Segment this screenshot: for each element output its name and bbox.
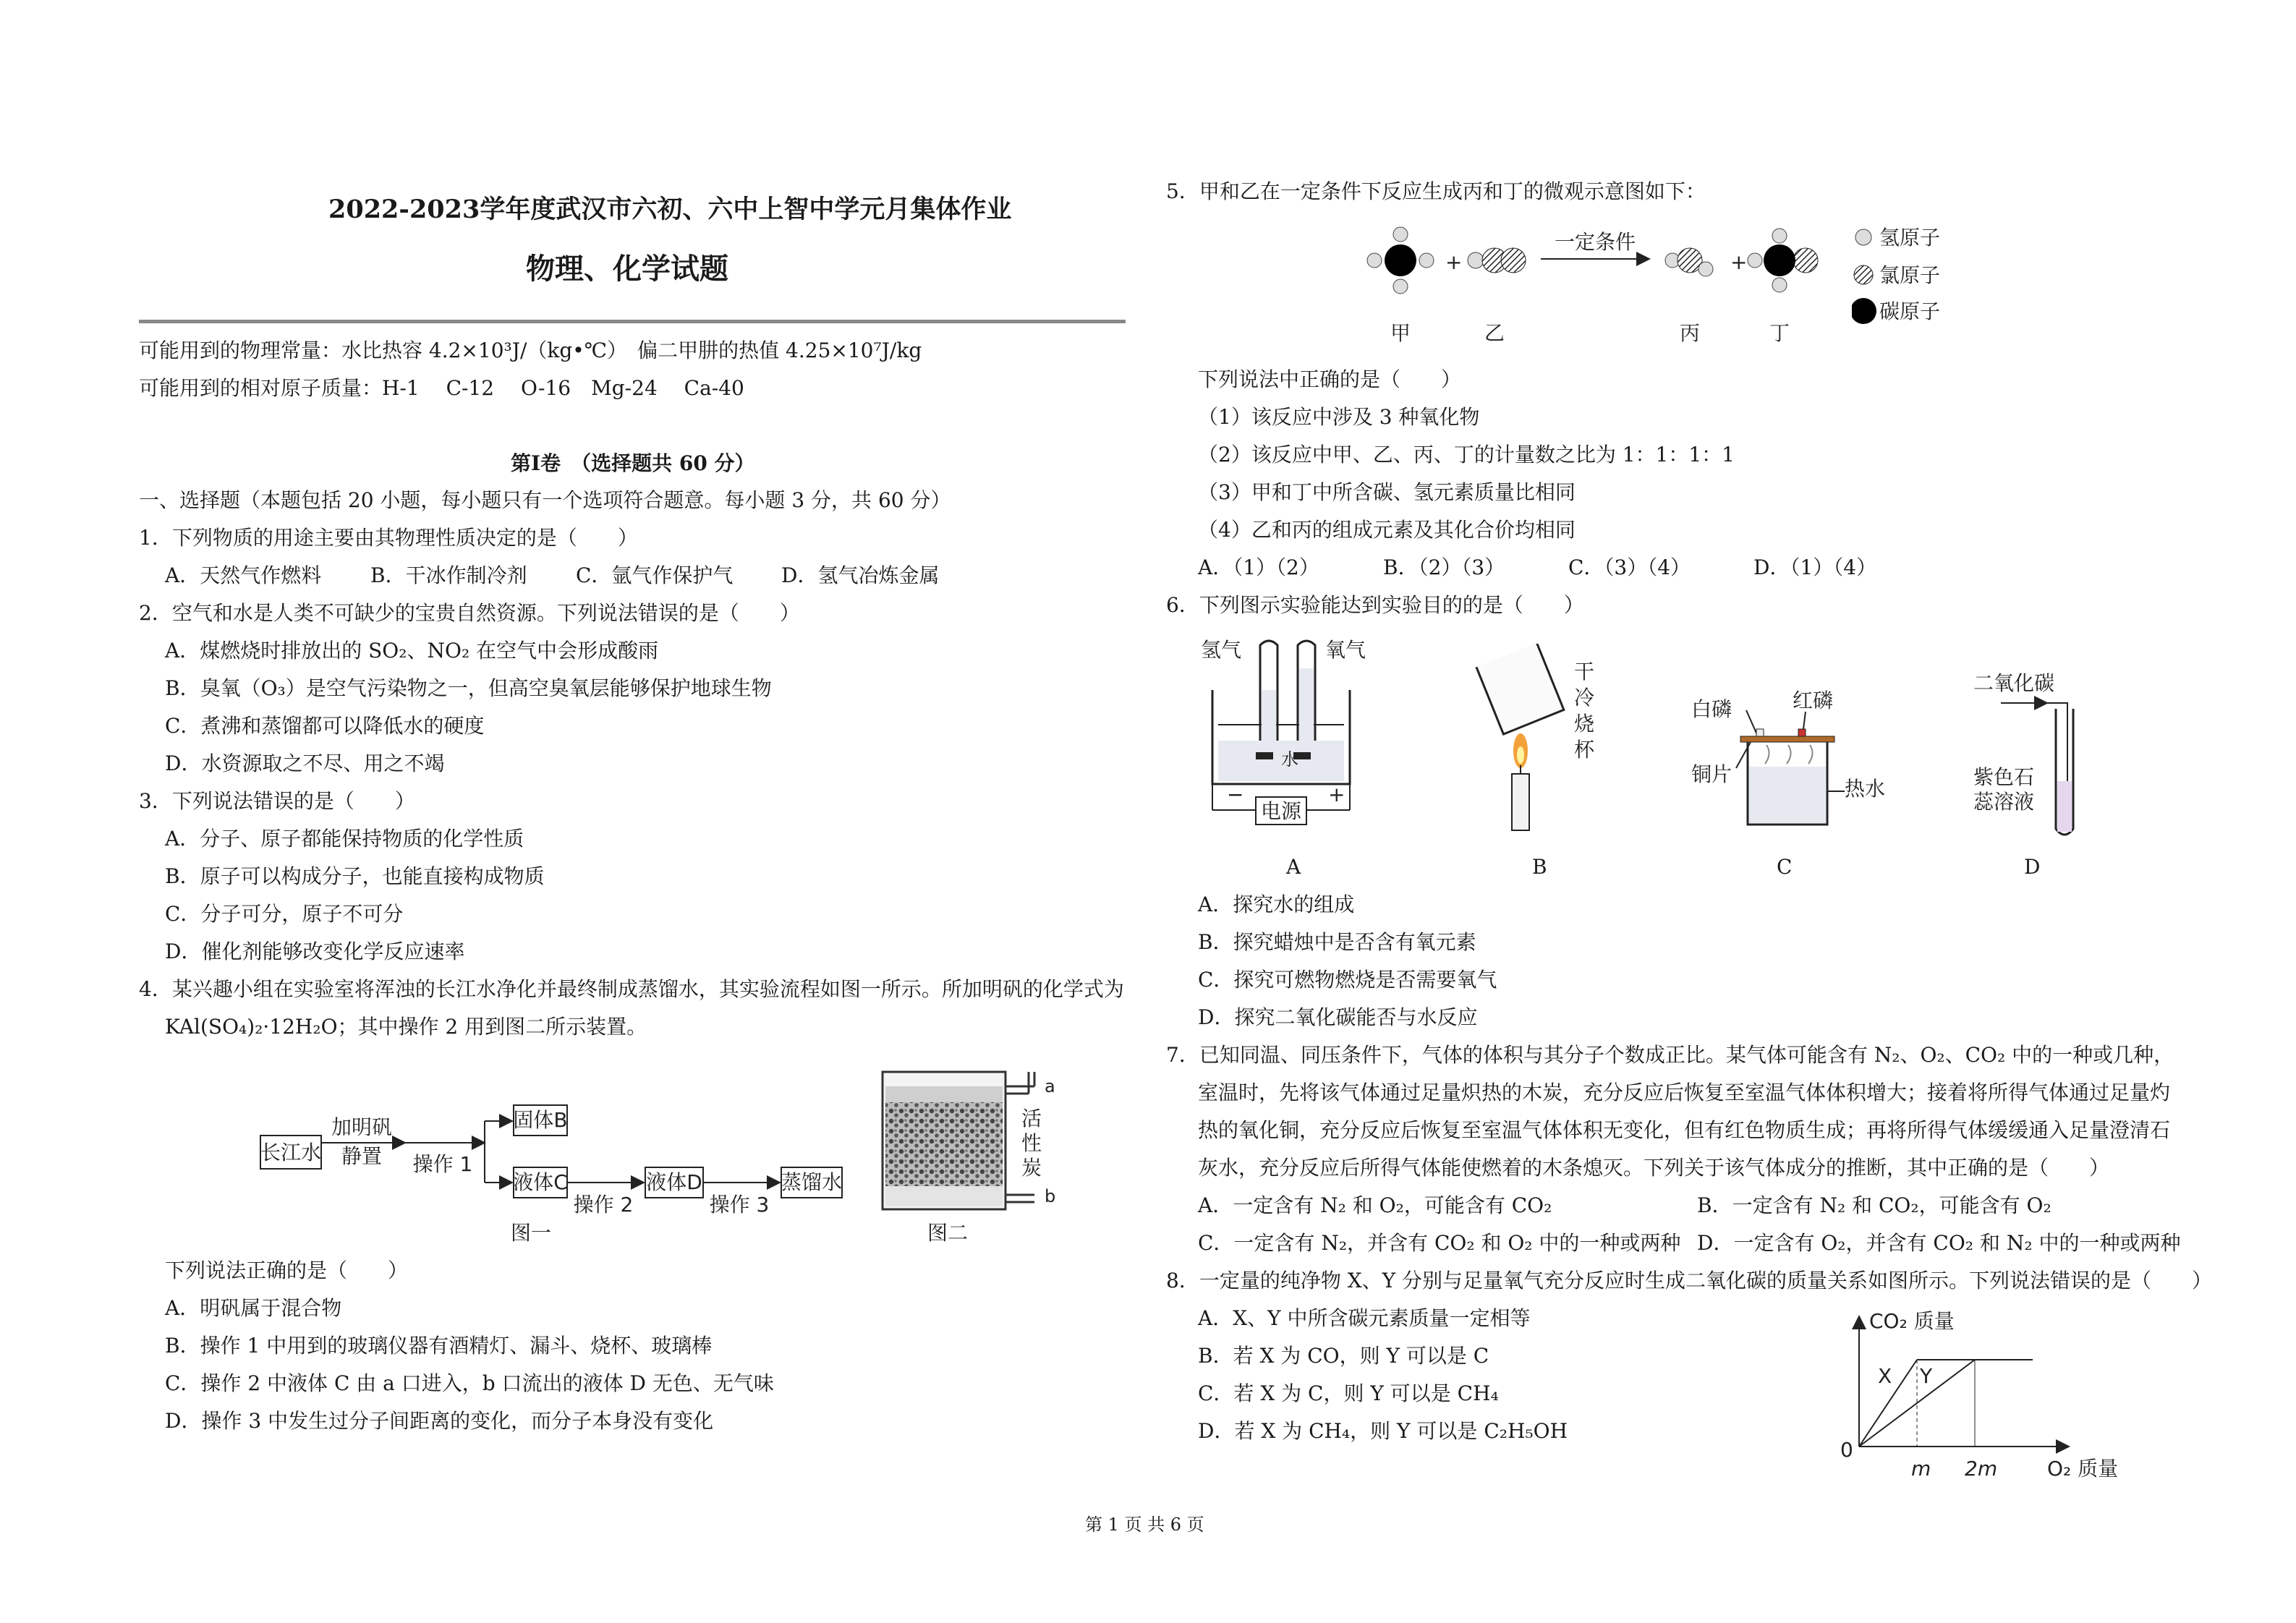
q6-label-c: C — [1777, 855, 1793, 879]
q4-option-a: A．明矾属于混合物 — [165, 1296, 342, 1320]
graph-origin: 0 — [1840, 1438, 1853, 1462]
flow-river-water: 长江水 — [260, 1141, 322, 1164]
label-co2: 二氧化碳 — [1973, 671, 2055, 695]
legend-carbon: 碳原子 — [1879, 299, 1941, 323]
flow-add-alum: 加明矾 — [331, 1115, 393, 1139]
q1-option-a: A．天然气作燃料 — [165, 563, 322, 587]
q7-line3: 热的氧化铜，充分反应后恢复至室温气体体积无变化，但有红色物质生成；再将所得气体缓缓通入足量澄清石 — [1198, 1118, 2171, 1142]
plus-sign-1: + — [1445, 250, 1463, 274]
q5-stem: 5．甲和乙在一定条件下反应生成丙和丁的微观示意图如下： — [1166, 179, 1706, 203]
atomic-masses: 可能用到的相对原子质量：H-1 C-12 O-16 Mg-24 Ca-40 — [139, 376, 744, 400]
filter-inlet-a: a — [1045, 1076, 1055, 1096]
q3-option-c: C．分子可分，原子不可分 — [165, 902, 404, 926]
q8-co2-graph — [1830, 1302, 2119, 1483]
q1-stem: 1．下列物质的用途主要由其物理性质决定的是（ ） — [139, 526, 638, 550]
q2-stem: 2．空气和水是人类不可缺少的宝贵自然资源。下列说法错误的是（ ） — [139, 601, 800, 625]
q5-option-d: D．（1）（4） — [1753, 555, 1877, 579]
q6-option-a: A．探究水的组成 — [1198, 893, 1355, 916]
beaker-char-4: 杯 — [1574, 738, 1595, 762]
q5-statement-1: （1）该反应中涉及 3 种氧化物 — [1198, 405, 1480, 429]
page-number: 第 1 页 共 6 页 — [1085, 1515, 1204, 1535]
q1-option-d: D．氢气冶炼金属 — [781, 563, 940, 587]
q5-option-b: B．（2）（3） — [1383, 555, 1505, 579]
q7-option-b: B．一定含有 N₂ 和 CO₂，可能含有 O₂ — [1697, 1193, 2051, 1217]
label-negative: − — [1227, 783, 1244, 806]
label-white-phosphorus: 白磷 — [1691, 697, 1732, 721]
q2-option-b: B．臭氧（O₃）是空气污染物之一，但高空臭氧层能够保护地球生物 — [165, 676, 772, 700]
flow-operation-1: 操作 1 — [412, 1152, 473, 1176]
label-water: 水 — [1281, 749, 1298, 770]
flow-operation-2: 操作 2 — [573, 1193, 634, 1217]
exam-title: 2022-2023学年度武汉市六初、六中上智中学元月集体作业 — [328, 195, 1012, 224]
q8-option-a: A．X、Y 中所含碳元素质量一定相等 — [1198, 1306, 1531, 1330]
q5-statement-4: （4）乙和丙的组成元素及其化合价均相同 — [1198, 518, 1576, 542]
q6-option-c: C．探究可燃物燃烧是否需要氧气 — [1198, 968, 1497, 992]
label-power-supply: 电源 — [1260, 799, 1302, 823]
q5-statement-2: （2）该反应中甲、乙、丙、丁的计量数之比为 1：1：1：1 — [1198, 443, 1735, 467]
q6-figure-a-electrolysis — [1198, 632, 1386, 835]
q7-line4: 灰水，充分反应后所得气体能使燃着的木条熄灭。下列关于该气体成分的推断，其中正确的是（ ） — [1198, 1156, 2110, 1180]
label-positive: + — [1328, 783, 1345, 806]
molecule-jia — [1367, 227, 1434, 294]
beaker-char-1: 干 — [1574, 660, 1595, 683]
q7-line2: 室温时，先将该气体通过足量炽热的木炭，充分反应后恢复至室温气体体积增大；接着将所得气体通过足量灼 — [1198, 1081, 2171, 1104]
q2-option-a: A．煤燃烧时排放出的 SO₂、NO₂ 在空气中会形成酸雨 — [165, 639, 659, 663]
plus-sign-2: + — [1730, 250, 1748, 274]
flow-liquid-c: 液体C — [513, 1170, 568, 1194]
flow-solid-b: 固体B — [513, 1108, 568, 1132]
graph-tick-2m: 2m — [1965, 1457, 1998, 1481]
figure-1-caption: 图一 — [511, 1221, 552, 1245]
label-jia: 甲 — [1390, 321, 1411, 345]
label-yi: 乙 — [1484, 321, 1505, 345]
q6-figure-b-candle — [1473, 644, 1603, 832]
label-ding: 丁 — [1769, 321, 1790, 345]
q1-option-b: B．干冰作制冷剂 — [370, 563, 527, 587]
graph-xlabel: O₂ 质量 — [2047, 1457, 2119, 1481]
q6-label-b: B — [1532, 855, 1547, 879]
q4-ask: 下列说法正确的是（ ） — [165, 1258, 409, 1282]
q3-option-b: B．原子可以构成分子，也能直接构成物质 — [165, 864, 545, 888]
carbon-char-1: 活 — [1021, 1107, 1042, 1130]
q1-option-c: C．氩气作保护气 — [576, 563, 734, 587]
figure-2-caption: 图二 — [927, 1221, 969, 1245]
volume-heading: 第Ⅰ卷 （选择题共 60 分） — [511, 451, 755, 475]
q6-figure-d-co2 — [1972, 665, 2102, 846]
q8-stem: 8．一定量的纯净物 X、Y 分别与足量氧气充分反应时生成二氧化碳的质量关系如图所示。下列说法错误的是（ ） — [1166, 1269, 2213, 1292]
filter-outlet-b: b — [1045, 1186, 1056, 1206]
q4-option-d: D．操作 3 中发生过分子间距离的变化，而分子本身没有变化 — [165, 1409, 714, 1433]
flow-distilled-water: 蒸馏水 — [781, 1170, 843, 1194]
flow-operation-3: 操作 3 — [709, 1193, 770, 1217]
q6-option-b: B．探究蜡烛中是否含有氧元素 — [1198, 930, 1476, 954]
q6-label-a: A — [1286, 855, 1301, 879]
q6-option-d: D．探究二氧化碳能否与水反应 — [1198, 1005, 1478, 1029]
q8-option-b: B．若 X 为 CO，则 Y 可以是 C — [1198, 1344, 1489, 1368]
graph-tick-m: m — [1911, 1457, 1931, 1481]
graph-ylabel: CO₂ 质量 — [1869, 1309, 1955, 1333]
q5-reaction-diagram — [1360, 217, 1910, 354]
q7-option-d: D．一定含有 O₂，并含有 CO₂ 和 N₂ 中的一种或两种 — [1697, 1231, 2181, 1255]
q8-option-c: C．若 X 为 C，则 Y 可以是 CH₄ — [1198, 1381, 1499, 1405]
flow-liquid-d: 液体D — [646, 1170, 702, 1194]
q4-carbon-filter — [868, 1057, 1063, 1217]
q6-stem: 6．下列图示实验能达到实验目的的是（ ） — [1166, 593, 1584, 617]
section-instructions: 一、选择题（本题包括 20 小题，每小题只有一个选项符合题意。每小题 3 分，共 60 分） — [139, 488, 951, 512]
q3-stem: 3．下列说法错误的是（ ） — [139, 789, 415, 813]
molecule-bing — [1665, 248, 1713, 276]
legend-chlorine: 氯原子 — [1879, 263, 1941, 287]
graph-label-y: Y — [1920, 1364, 1933, 1388]
q5-ask: 下列说法中正确的是（ ） — [1198, 367, 1462, 391]
q2-option-d: D．水资源取之不尽、用之不竭 — [165, 751, 445, 775]
q6-label-d: D — [2024, 855, 2041, 879]
physics-constants: 可能用到的物理常量：水比热容 4.2×10³J/（kg•℃） 偏二甲肼的热值 4.25×10⁷J/kg — [139, 338, 922, 362]
label-bing: 丙 — [1679, 321, 1701, 345]
legend-hydrogen: 氢原子 — [1879, 226, 1941, 250]
q8-option-d: D．若 X 为 CH₄，则 Y 可以是 C₂H₅OH — [1198, 1419, 1568, 1443]
q4-stem-line1: 4．某兴趣小组在实验室将浑浊的长江水净化并最终制成蒸馏水，其实验流程如图一所示。所加明矾的化学式为 — [139, 977, 1124, 1001]
q7-line1: 7．已知同温、同压条件下，气体的体积与其分子个数成正比。某气体可能含有 N₂、O₂、CO₂ 中的一种或几种， — [1166, 1043, 2174, 1067]
header-divider — [139, 320, 1126, 323]
exam-subtitle: 物理、化学试题 — [526, 252, 728, 286]
q3-option-d: D．催化剂能够改变化学反应速率 — [165, 940, 465, 963]
q3-option-a: A．分子、原子都能保持物质的化学性质 — [165, 827, 524, 851]
label-litmus-line1: 紫色石 — [1973, 765, 2035, 789]
q4-stem-line2: KAl(SO₄)₂·12H₂O；其中操作 2 用到图二所示装置。 — [165, 1015, 647, 1039]
q4-option-c: C．操作 2 中液体 C 由 a 口进入，b 口流出的液体 D 无色、无气味 — [165, 1371, 774, 1395]
label-red-phosphorus: 红磷 — [1793, 689, 1834, 712]
q2-option-c: C．煮沸和蒸馏都可以降低水的硬度 — [165, 714, 485, 738]
q5-option-a: A．（1）（2） — [1198, 555, 1319, 579]
q7-option-c: C．一定含有 N₂，并含有 CO₂ 和 O₂ 中的一种或两种 — [1198, 1231, 1681, 1255]
q6-figure-c-phosphorus — [1685, 687, 1902, 839]
label-copper-sheet: 铜片 — [1691, 762, 1732, 786]
q5-option-c: C．（3）（4） — [1568, 555, 1691, 579]
label-hydrogen-gas: 氢气 — [1201, 638, 1242, 662]
q5-legend — [1852, 221, 1968, 330]
beaker-char-3: 烧 — [1574, 712, 1595, 736]
reaction-condition: 一定条件 — [1554, 230, 1636, 254]
graph-label-x: X — [1878, 1364, 1892, 1388]
molecule-yi — [1468, 248, 1526, 273]
q4-flow-diagram — [253, 1099, 861, 1244]
beaker-char-2: 冷 — [1574, 686, 1595, 710]
flow-settle: 静置 — [341, 1144, 383, 1168]
label-oxygen-gas: 氧气 — [1325, 638, 1366, 662]
q4-option-b: B．操作 1 中用到的玻璃仪器有酒精灯、漏斗、烧杯、玻璃棒 — [165, 1334, 713, 1358]
label-hot-water: 热水 — [1845, 777, 1886, 801]
carbon-char-3: 炭 — [1021, 1156, 1042, 1180]
label-litmus-line2: 蕊溶液 — [1973, 790, 2035, 814]
q7-option-a: A．一定含有 N₂ 和 O₂，可能含有 CO₂ — [1198, 1193, 1552, 1217]
carbon-char-2: 性 — [1021, 1131, 1042, 1155]
q5-statement-3: （3）甲和丁中所含碳、氢元素质量比相同 — [1198, 480, 1576, 504]
molecule-ding — [1748, 229, 1818, 292]
